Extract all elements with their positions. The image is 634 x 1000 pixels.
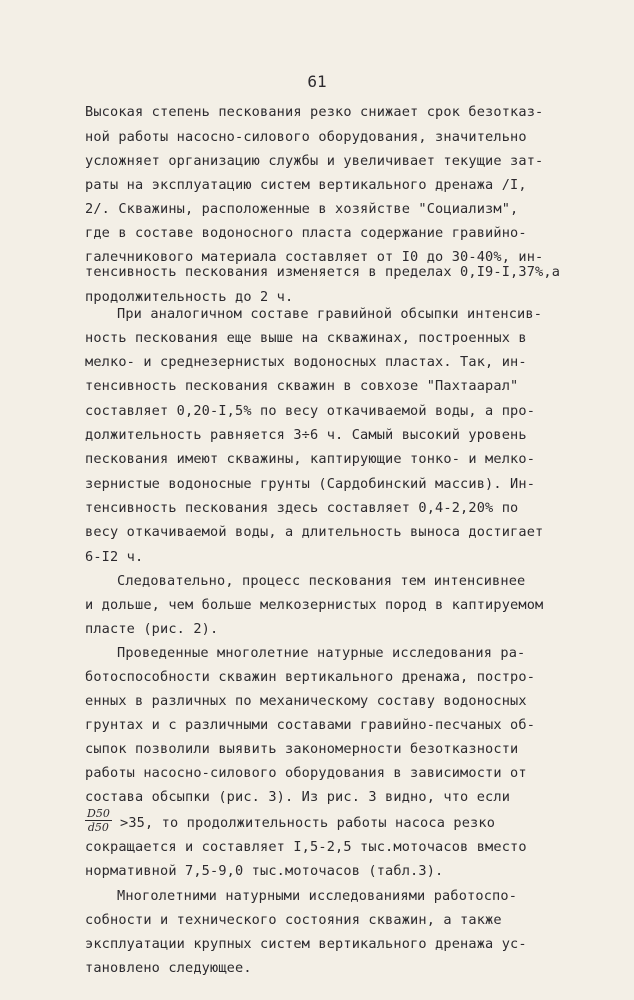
formula-ratio — [85, 808, 112, 833]
formula-numerator: D50 — [87, 807, 110, 820]
text-line: 2/. Скважины, расположенные в хозяйстве "Социализм", — [85, 201, 519, 217]
text-line: составляет 0,20-I,5% по весу откачиваемой воды, а про- — [85, 403, 536, 419]
text-line: >35, то продолжительность работы насоса резко — [120, 815, 496, 831]
text-line: где в составе водоносного пласта содержание гравийно- — [85, 225, 527, 241]
text-line: усложняет организацию службы и увеличивает текущие зат- — [85, 153, 544, 169]
text-line: При аналогичном составе гравийной обсыпки интенсив- — [117, 306, 543, 322]
text-line: эксплуатации крупных систем вертикального дренажа ус- — [85, 936, 527, 952]
text-line: собности и технического состояния скважин, а также — [85, 912, 502, 928]
text-line: Высокая степень пескования резко снижает срок безотказ- — [85, 104, 544, 120]
text-line: сыпок позволили выявить закономерности безотказности — [85, 741, 519, 757]
text-line: Проведенные многолетние натурные исследования ра- — [117, 645, 526, 661]
text-line: 6-I2 ч. — [85, 549, 144, 565]
text-line: продолжительность до 2 ч. — [85, 289, 294, 305]
formula-denominator: d50 — [87, 821, 109, 834]
text-line: Следовательно, процесс пескования тем интенсивнее — [117, 573, 526, 589]
text-line: сокращается и составляет I,5-2,5 тыс.моточасов вместо — [85, 839, 527, 855]
text-line: работы насосно-силового оборудования в зависимости от — [85, 765, 527, 781]
text-line: ботоспособности скважин вертикального дренажа, постро- — [85, 669, 536, 685]
text-line: грунтах и с различными составами гравийно-песчаных об- — [85, 717, 536, 733]
text-line: зернистые водоносные грунты (Сардобинский массив). Ин- — [85, 476, 536, 492]
text-line: тенсивность пескования скважин в совхозе "Пахтаарал" — [85, 378, 519, 394]
text-line: енных в различных по механическому составу водоносных — [85, 693, 527, 709]
text-line: раты на эксплуатацию систем вертикального дренажа /I, — [85, 177, 527, 193]
text-line: пласте (рис. 2). — [85, 621, 219, 637]
text-line: мелко- и среднезернистых водоносных пластах. Так, ин- — [85, 354, 527, 370]
text-line: галечникового материала составляет от I0 до 30-40%, ин- — [85, 249, 544, 265]
page-number: 61 — [307, 72, 327, 91]
text-line: нормативной 7,5-9,0 тыс.моточасов (табл.3). — [85, 863, 444, 879]
text-line: тенсивность пескования изменяется в пределах 0,I9-I,37%,а — [85, 264, 561, 280]
text-line: ность пескования еще выше на скважинах, построенных в — [85, 330, 527, 346]
text-line: ной работы насосно-силового оборудования, значительно — [85, 129, 527, 145]
text-line: пескования имеют скважины, каптирующие тонко- и мелко- — [85, 451, 536, 467]
text-line: состава обсыпки (рис. 3). Из рис. 3 видно, что если — [85, 789, 511, 805]
text-line: весу откачиваемой воды, а длительность выноса достигает — [85, 524, 544, 540]
text-line: тенсивность пескования здесь составляет 0,4-2,20% по — [85, 500, 519, 516]
text-line: должительность равняется 3÷6 ч. Самый высокий уровень — [85, 427, 527, 443]
text-line: и дольше, чем больше мелкозернистых пород в каптируемом — [85, 597, 544, 613]
text-line: тановлено следующее. — [85, 960, 252, 976]
text-line: Многолетними натурными исследованиями работоспо- — [117, 888, 518, 904]
